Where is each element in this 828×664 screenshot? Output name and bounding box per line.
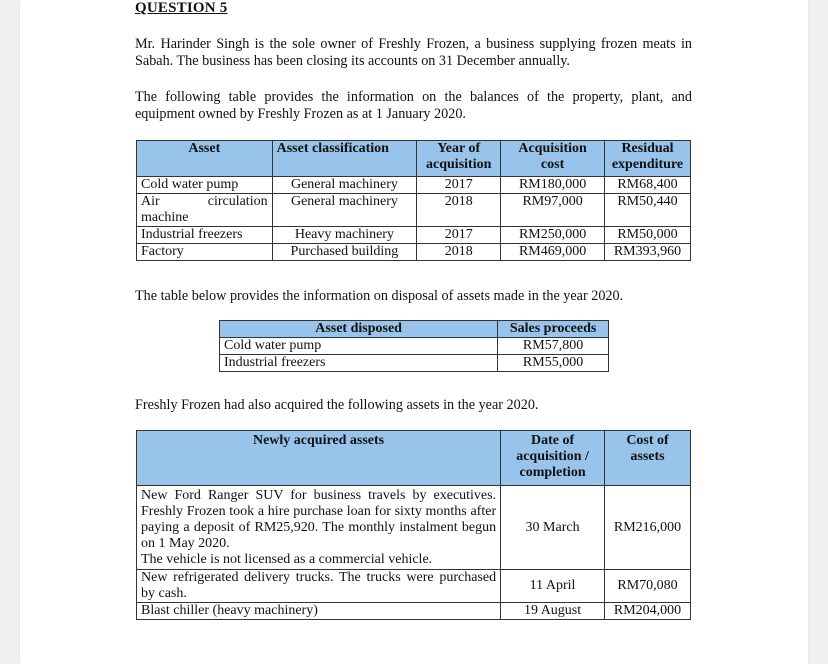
acquired-intro: Freshly Frozen had also acquired the following assets in the year 2020. <box>135 397 539 413</box>
acquired-table <box>136 430 691 620</box>
cell-asset: Cold water pump <box>137 177 273 194</box>
cell-classification: Heavy machinery <box>272 227 417 244</box>
disposal-intro: The table below provides the information on disposal of assets made in the year 2020. <box>135 288 624 304</box>
disposal-table <box>219 320 609 372</box>
cell-year: 2018 <box>417 244 501 261</box>
intro-paragraph-2: The following table provides the information on the balances of the property, plant, and equipment owned by Freshly Frozen as at 1 January 2020. <box>135 89 692 122</box>
cell-residual: RM50,000 <box>605 227 691 244</box>
question-heading: QUESTION 5 <box>135 0 228 16</box>
cell-proceeds: RM57,800 <box>498 338 609 355</box>
cell-asset: Industrial freezers <box>137 227 273 244</box>
cell-date: 30 March <box>501 486 605 570</box>
ppe-table <box>136 140 691 261</box>
intro-paragraph-1: Mr. Harinder Singh is the sole owner of Freshly Frozen, a business supplying frozen meats in Sabah. The business has been closing its accounts on 31 December annually. <box>135 36 692 69</box>
cell-year: 2018 <box>417 194 501 227</box>
cell-asset-note: The vehicle is not licensed as a commercial vehicle. <box>137 552 501 570</box>
cell-proceeds: RM55,000 <box>498 355 609 372</box>
cell-asset: New Ford Ranger SUV for business travels by executives. Freshly Frozen took a hire purchase loan for sixty months after paying a deposit of RM25,920. The monthly instalment begun on 1 May 2020. <box>137 486 501 553</box>
table-row <box>220 338 609 355</box>
cell-cost: RM250,000 <box>501 227 605 244</box>
cell-date: 11 April <box>501 570 605 603</box>
cell-classification: General machinery <box>272 177 417 194</box>
cell-cost: RM204,000 <box>605 603 691 620</box>
col-header-asset: Asset <box>137 141 273 177</box>
cell-asset: Air circulation machine <box>137 194 273 227</box>
col-header-date: Date of acquisition / completion <box>501 431 605 486</box>
cell-cost: RM216,000 <box>605 486 691 570</box>
table-row <box>137 244 691 261</box>
table-row <box>137 227 691 244</box>
col-header-sales-proceeds: Sales proceeds <box>498 321 609 338</box>
cell-classification: General machinery <box>272 194 417 227</box>
col-header-year: Year of acquisition <box>417 141 501 177</box>
cell-asset: Cold water pump <box>220 338 498 355</box>
table-row <box>220 355 609 372</box>
cell-asset: Blast chiller (heavy machinery) <box>137 603 501 620</box>
table-row <box>137 603 691 620</box>
cell-asset: Industrial freezers <box>220 355 498 372</box>
table-header-row <box>220 321 609 338</box>
col-header-new-assets: Newly acquired assets <box>137 431 501 486</box>
table-header-row <box>137 431 691 486</box>
cell-residual: RM68,400 <box>605 177 691 194</box>
table-row <box>137 570 691 603</box>
cell-residual: RM393,960 <box>605 244 691 261</box>
cell-cost: RM70,080 <box>605 570 691 603</box>
cell-cost: RM469,000 <box>501 244 605 261</box>
col-header-cost: Acquisition cost <box>501 141 605 177</box>
cell-classification: Purchased building <box>272 244 417 261</box>
cell-cost: RM97,000 <box>501 194 605 227</box>
cell-year: 2017 <box>417 227 501 244</box>
table-row <box>137 177 691 194</box>
document-page <box>20 0 808 664</box>
col-header-cost: Cost of assets <box>605 431 691 486</box>
cell-date: 19 August <box>501 603 605 620</box>
table-header-row <box>137 141 691 177</box>
col-header-asset-disposed: Asset disposed <box>220 321 498 338</box>
cell-asset: Factory <box>137 244 273 261</box>
table-row <box>137 486 691 553</box>
cell-year: 2017 <box>417 177 501 194</box>
col-header-residual: Residual expenditure <box>605 141 691 177</box>
cell-asset: New refrigerated delivery trucks. The trucks were purchased by cash. <box>137 570 501 603</box>
cell-cost: RM180,000 <box>501 177 605 194</box>
table-row <box>137 194 691 227</box>
col-header-classification: Asset classification <box>272 141 417 177</box>
cell-residual: RM50,440 <box>605 194 691 227</box>
